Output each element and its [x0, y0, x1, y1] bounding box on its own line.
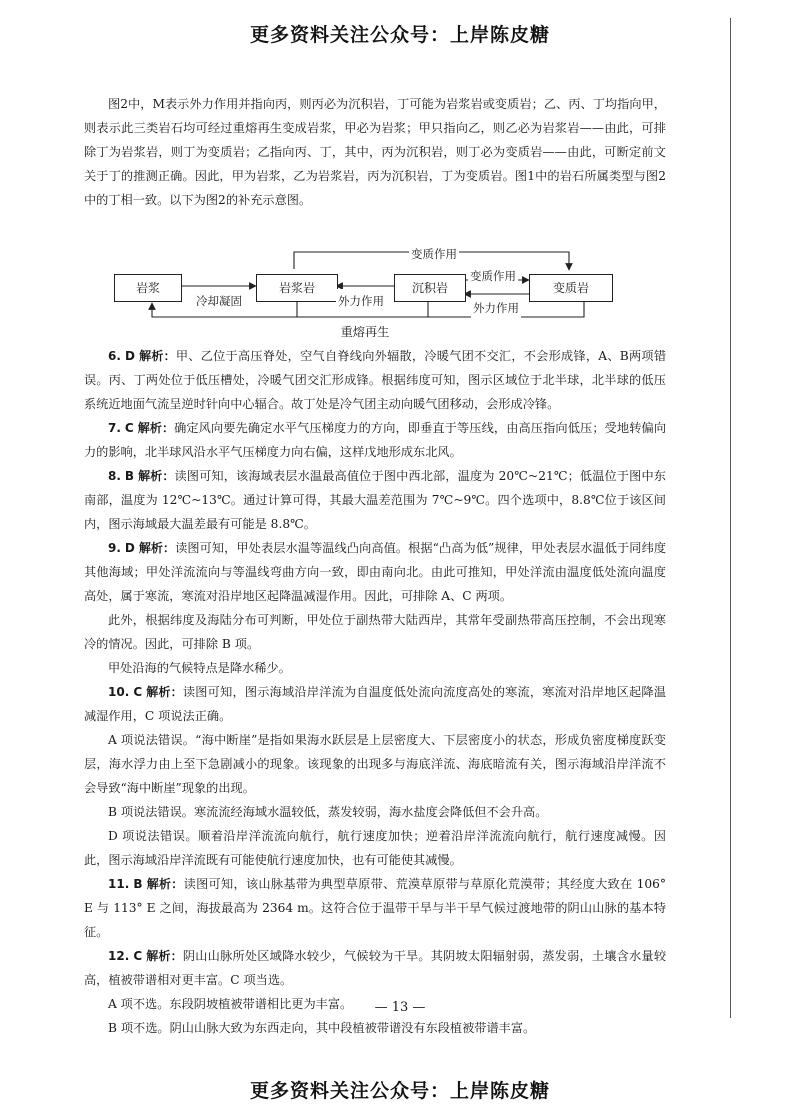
paragraph-10b: B 项说法错误。寒流流经海域水温较低，蒸发较弱，海水盐度会降低但不会升高。 — [108, 805, 548, 819]
label-metamorphism-mid: 变质作用 — [468, 264, 518, 288]
label-external-force-1: 外力作用 — [336, 289, 386, 313]
right-margin-line — [730, 18, 731, 1018]
answer-6: 6. D 解析：甲、乙位于高压脊处，空气自脊线向外辐散，冷暖气团不交汇，不会形成锋，A、B两项错误。丙、丁两处位于低压槽处，冷暖气团交汇形成锋。根据纬度可知，图示区域位于北半球，北半球的低压系统近地面气流呈逆时针向中心辐合。故丁处是冷气团主动向暖气团移动，会形成冷锋。 — [84, 349, 667, 411]
label-external-force-2: 外力作用 — [471, 296, 521, 320]
label-cooling: 冷却凝固 — [194, 289, 244, 313]
answer-11: 11. B 解析：读图可知，该山脉基带为典型草原带、荒漠草原带与草原化荒漠带；其经度大致在 106° E 与 113° E 之间，海拔最高为 2364 m。这符合位于温带干旱与半干旱气候过渡地带的阴山山脉的基本特征。 — [84, 877, 666, 939]
header-banner: 更多资料关注公众号：上岸陈皮糖 — [249, 24, 550, 46]
answer-12: 12. C 解析：阴山山脉所处区域降水较少，气候较为干旱。其阴坡太阳辐射弱，蒸发弱，土壤含水量较高，植被带谱相对更丰富。C 项当选。 — [84, 949, 667, 987]
answer-8: 8. B 解析：读图可知，该海域表层水温最高值位于图中西北部，温度为 20℃~21℃；低温位于图中东南部，温度为 12℃~13℃。通过计算可得，其最大温差范围为 7℃~9℃。四个选项中，8.8℃位于该区间内，图示海域最大温差最有可能是 8.8℃。 — [84, 469, 666, 531]
box-sedimentary-rock: 沉积岩 — [394, 274, 466, 302]
answer-7: 7. C 解析：确定风向要先确定水平气压梯度力的方向，即垂直于等压线，由高压指向低压；受地转偏向力的影响，北半球风沿水平气压梯度力向右偏，这样戊地形成东北风。 — [84, 421, 667, 459]
label-metamorphism-top: 变质作用 — [409, 242, 459, 266]
rock-cycle-diagram — [84, 214, 666, 324]
paragraph-9c: 甲处沿海的气候特点是降水稀少。 — [108, 661, 291, 675]
page-number: — 13 — — [374, 1000, 426, 1015]
label-remelt: 重熔再生 — [340, 325, 390, 339]
paragraph-12a: A 项不选。东段阴坡植被带谱相比更为丰富。 — [108, 997, 353, 1011]
box-magma: 岩浆 — [114, 274, 182, 302]
paragraph-9b: 此外，根据纬度及海陆分布可判断，甲处位于副热带大陆西岸，其常年受副热带高压控制，不会出现寒冷的情况。因此，可排除 B 项。 — [84, 613, 666, 651]
paragraph-10d: D 项说法错误。顺着沿岸洋流流向航行，航行速度加快；逆着沿岸洋流流向航行，航行速度减慢。因此，图示海域沿岸洋流既有可能使航行速度加快，也有可能使其减慢。 — [84, 829, 666, 867]
paragraph-12b: B 项不选。阴山山脉大致为东西走向，其中段植被带谱没有东段植被带谱丰富。 — [108, 1021, 536, 1035]
answer-9: 9. D 解析：读图可知，甲处表层水温等温线凸向高值。根据“凸高为低”规律，甲处表层水温低于同纬度其他海域；甲处洋流流向与等温线弯曲方向一致，即由南向北。由此可推知，甲处洋流由温度低处流向温度高处，属于寒流，寒流对沿岸地区起降温减湿作用。因此，可排除 A、C 两项。 — [84, 541, 667, 603]
box-metamorphic-rock: 变质岩 — [529, 274, 613, 302]
box-igneous-rock: 岩浆岩 — [256, 274, 338, 302]
paragraph-10a: A 项说法错误。“海中断崖”是指如果海水跃层是上层密度大、下层密度小的状态，形成负密度梯度跃变层，海水浮力由上至下急剧减小的现象。该现象的出现多与海底洋流、海底暗流有关，图示海域沿岸洋流不会导致“海中断崖”现象的出现。 — [84, 733, 666, 795]
footer-banner: 更多资料关注公众号：上岸陈皮糖 — [249, 1080, 550, 1102]
intro-paragraph: 图2中，M表示外力作用并指向丙，则丙必为沉积岩，丁可能为岩浆岩或变质岩；乙、丙、丁均指向甲，则表示此三类岩石均可经过重熔再生变成岩浆，甲必为岩浆；甲只指向乙，则乙必为岩浆岩——由此，可排除丁为岩浆岩，则丁为变质岩；乙指向丙、丁，其中，丙为沉积岩，则丁必为变质岩——由此，可断定前文关于丁的推测正确。因此，甲为岩浆，乙为岩浆岩，丙为沉积岩，丁为变质岩。图1中的岩石所属类型与图2中的丁相一致。以下为图2的补充示意图。 — [84, 97, 666, 207]
page-content — [84, 92, 666, 1040]
answer-10: 10. C 解析：读图可知，图示海域沿岸洋流为自温度低处流向流度高处的寒流，寒流对沿岸地区起降温减湿作用，C 项说法正确。 — [84, 685, 667, 723]
